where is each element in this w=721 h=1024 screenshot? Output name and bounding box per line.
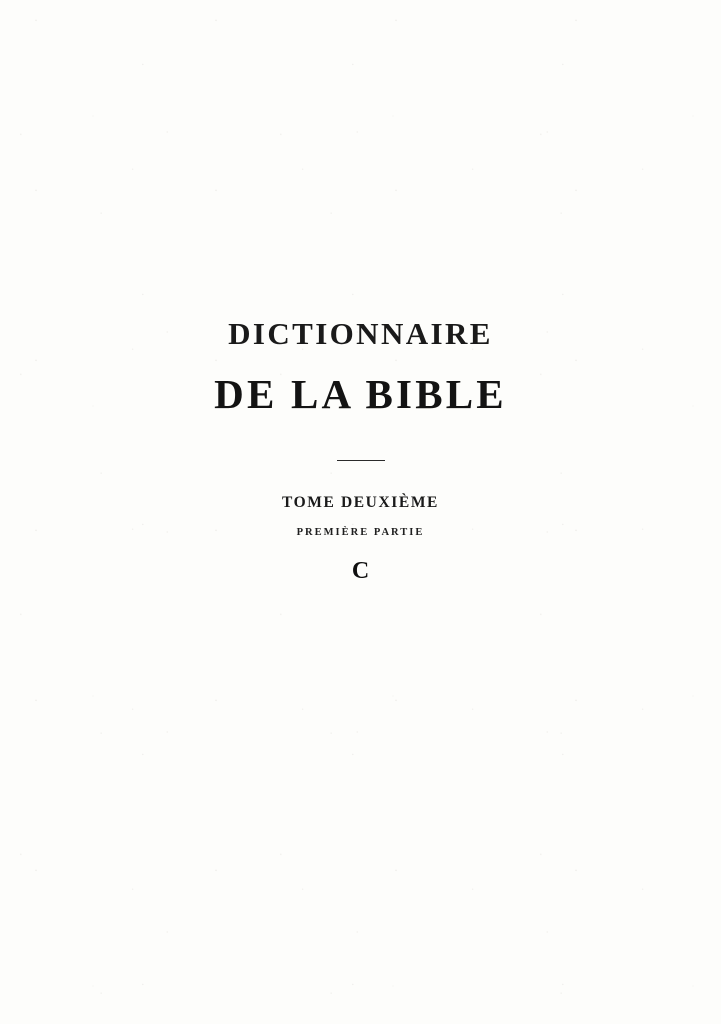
horizontal-rule-icon (337, 460, 385, 461)
volume-label: TOME DEUXIÈME (281, 494, 439, 511)
page-title-line-2: DE LA BIBLE (214, 371, 507, 417)
part-label: PREMIÈRE PARTIE (296, 526, 425, 538)
divider (0, 458, 721, 462)
section-letter: C (351, 558, 370, 584)
title-block (0, 318, 721, 583)
page-title-line-1: DICTIONNAIRE (228, 316, 493, 351)
